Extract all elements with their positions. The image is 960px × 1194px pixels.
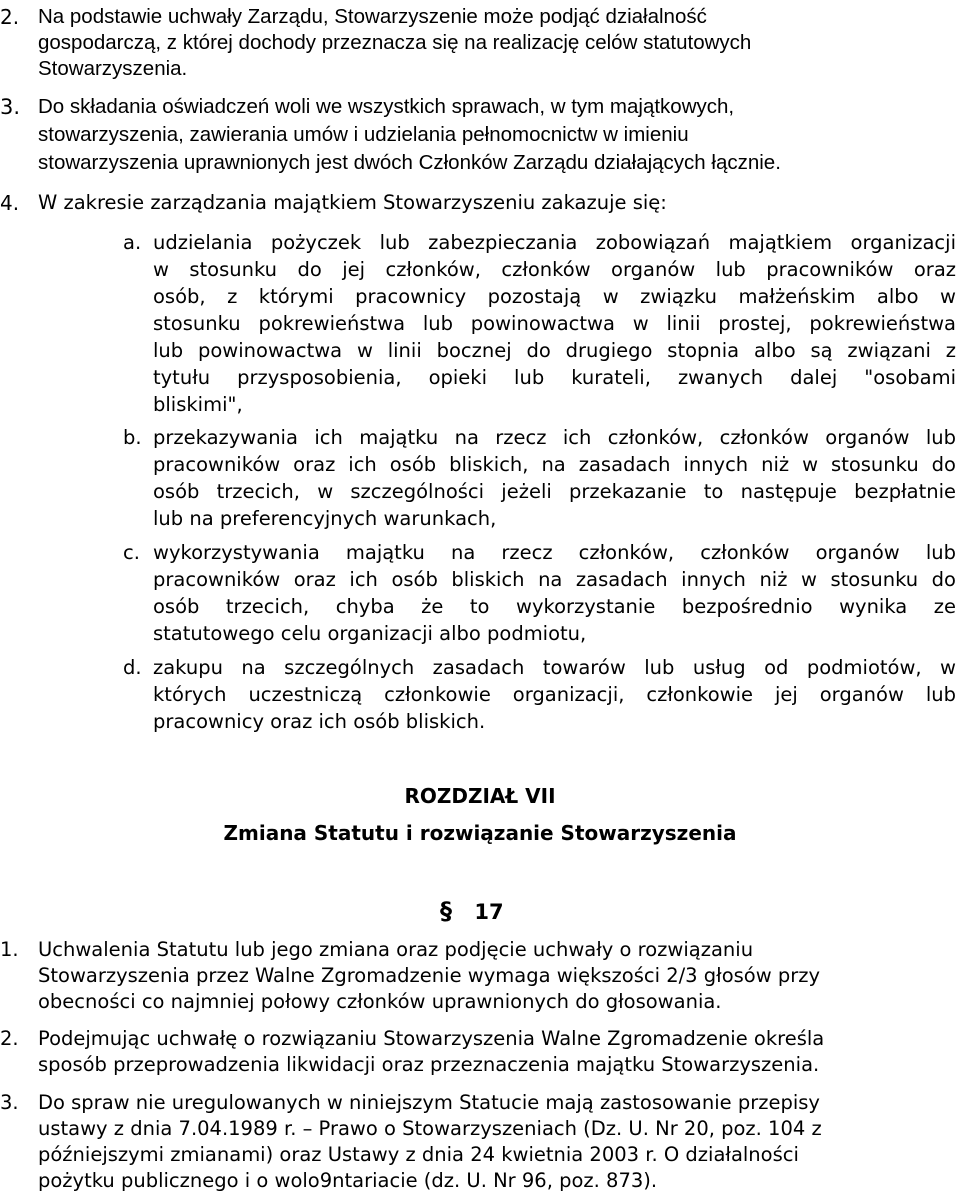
point-line: pożytku publicznego i o wolo9ntariacie (dz. U. Nr 96, poz. 873). bbox=[38, 1169, 658, 1192]
section-number: 17 bbox=[474, 900, 504, 924]
list-line: bliskimi", bbox=[153, 393, 243, 416]
list-line: pracownicy oraz ich osób bliskich. bbox=[153, 710, 486, 733]
section-symbol: § bbox=[440, 897, 452, 925]
list-line: lub na preferencyjnych warunkach, bbox=[153, 507, 497, 530]
paragraph-intro: W zakresie zarządzania majątkiem Stowarzyszeniu zakazuje się: bbox=[38, 191, 667, 214]
point-line: późniejszymi zmianami) oraz Ustawy z dnia 24 kwietnia 2003 r. O działalności bbox=[38, 1143, 799, 1166]
point-line: Uchwalenia Statutu lub jego zmiana oraz podjęcie uchwały o rozwiązaniu bbox=[38, 938, 754, 961]
list-line: pracowników oraz ich osób bliskich na zasadach innych niż w stosunku do bbox=[153, 568, 956, 591]
paragraph-line: stowarzyszenia uprawnionych jest dwóch Członków Zarządu działających łącznie. bbox=[38, 151, 781, 174]
list-line: statutowego celu organizacji albo podmiotu, bbox=[153, 622, 587, 645]
chapter-title: ROZDZIAŁ VII bbox=[404, 784, 556, 808]
list-letter: c. bbox=[123, 541, 140, 564]
list-letter: a. bbox=[123, 231, 142, 254]
list-line: zakupu na szczególnych zasadach towarów lub usług od podmiotów, w bbox=[153, 656, 956, 679]
point-line: Podejmując uchwałę o rozwiązaniu Stowarzyszenia Walne Zgromadzenie określa bbox=[38, 1027, 825, 1050]
list-line: tytułu przysposobienia, opieki lub kurateli, zwanych dalej "osobami bbox=[153, 366, 956, 389]
point-number: 1. bbox=[0, 938, 19, 961]
list-letter: b. bbox=[123, 426, 142, 449]
paragraph-line: Stowarzyszenia. bbox=[38, 57, 188, 80]
list-line: stosunku pokrewieństwa lub powinowactwa w linii prostej, pokrewieństwa bbox=[153, 312, 956, 335]
point-line: obecności co najmniej połowy członków uprawnionych do głosowania. bbox=[38, 990, 722, 1013]
list-line: osób trzecich, chyba że to wykorzystanie bezpośrednio wynika ze bbox=[153, 595, 956, 618]
point-line: Do spraw nie uregulowanych w niniejszym Statucie mają zastosowanie przepisy bbox=[38, 1091, 820, 1114]
point-number: 3. bbox=[0, 1091, 19, 1114]
list-line: osób trzecich, w szczególności jeżeli przekazanie to następuje bezpłatnie bbox=[153, 480, 956, 503]
paragraph-number: 2. bbox=[0, 5, 20, 29]
list-line: w stosunku do jej członków, członków organów lub pracowników oraz bbox=[153, 258, 956, 281]
paragraph-line: Do składania oświadczeń woli we wszystkich sprawach, w tym majątkowych, bbox=[38, 95, 735, 118]
list-line: pracowników oraz ich osób bliskich, na zasadach innych niż w stosunku do bbox=[153, 453, 956, 476]
paragraph-number: 4. bbox=[0, 191, 20, 215]
list-line: osób, z którymi pracownicy pozostają w związku małżeńskim albo w bbox=[153, 285, 956, 308]
section-heading bbox=[440, 896, 504, 927]
list-letter: d. bbox=[123, 656, 142, 679]
point-line: Stowarzyszenia przez Walne Zgromadzenie wymaga większości 2/3 głosów przy bbox=[38, 964, 821, 987]
paragraph-line: Na podstawie uchwały Zarządu, Stowarzyszenie może podjąć działalność bbox=[38, 5, 707, 28]
point-line: sposób przeprowadzenia likwidacji oraz przeznaczenia majątku Stowarzyszenia. bbox=[38, 1053, 820, 1076]
point-number: 2. bbox=[0, 1027, 19, 1050]
chapter-subtitle: Zmiana Statutu i rozwiązanie Stowarzyszenia bbox=[223, 821, 737, 845]
list-line: udzielania pożyczek lub zabezpieczania zobowiązań majątkiem organizacji bbox=[153, 231, 956, 254]
list-line: których uczestniczą członkowie organizacji, członkowie jej organów lub bbox=[153, 683, 956, 706]
list-line: lub powinowactwa w linii bocznej do drugiego stopnia albo są związani z bbox=[153, 339, 956, 362]
paragraph-number: 3. bbox=[0, 95, 21, 119]
list-line: wykorzystywania majątku na rzecz członków, członków organów lub bbox=[153, 541, 956, 564]
point-line: ustawy z dnia 7.04.1989 r. – Prawo o Stowarzyszeniach (Dz. U. Nr 20, poz. 104 z bbox=[38, 1117, 822, 1140]
paragraph-line: stowarzyszenia, zawierania umów i udzielania pełnomocnictw w imieniu bbox=[38, 123, 689, 146]
list-line: przekazywania ich majątku na rzecz ich członków, członków organów lub bbox=[153, 426, 956, 449]
paragraph-line: gospodarczą, z której dochody przeznacza się na realizację celów statutowych bbox=[38, 31, 752, 54]
